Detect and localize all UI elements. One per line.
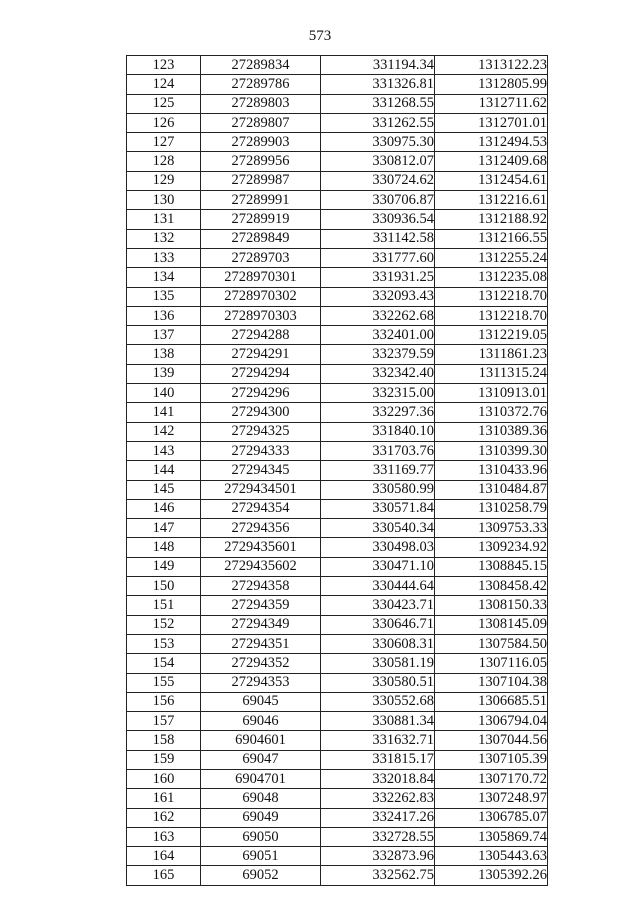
row-number-cell: 155 bbox=[127, 673, 201, 692]
table-row bbox=[127, 519, 548, 538]
x-coordinate-cell: 331326.81 bbox=[321, 75, 435, 94]
point-id-cell: 27289803 bbox=[201, 94, 321, 113]
x-coordinate-cell: 331777.60 bbox=[321, 248, 435, 267]
y-coordinate-cell: 1312494.53 bbox=[435, 133, 548, 152]
point-id-cell: 27289807 bbox=[201, 113, 321, 132]
page-number: 573 bbox=[308, 28, 332, 44]
row-number-cell: 154 bbox=[127, 654, 201, 673]
table-row bbox=[127, 769, 548, 788]
y-coordinate-cell: 1310484.87 bbox=[435, 480, 548, 499]
x-coordinate-cell: 332342.40 bbox=[321, 364, 435, 383]
y-coordinate-cell: 1307044.56 bbox=[435, 731, 548, 750]
row-number-cell: 143 bbox=[127, 441, 201, 460]
x-coordinate-cell: 330571.84 bbox=[321, 499, 435, 518]
table-row bbox=[127, 171, 548, 190]
coordinates-table-body bbox=[127, 56, 548, 886]
x-coordinate-cell: 330498.03 bbox=[321, 538, 435, 557]
point-id-cell: 69052 bbox=[201, 866, 321, 885]
point-id-cell: 6904601 bbox=[201, 731, 321, 750]
point-id-cell: 27289919 bbox=[201, 210, 321, 229]
y-coordinate-cell: 1310389.36 bbox=[435, 422, 548, 441]
y-coordinate-cell: 1312188.92 bbox=[435, 210, 548, 229]
row-number-cell: 164 bbox=[127, 847, 201, 866]
table-row bbox=[127, 384, 548, 403]
row-number-cell: 149 bbox=[127, 557, 201, 576]
y-coordinate-cell: 1310913.01 bbox=[435, 384, 548, 403]
x-coordinate-cell: 332018.84 bbox=[321, 769, 435, 788]
y-coordinate-cell: 1307248.97 bbox=[435, 789, 548, 808]
x-coordinate-cell: 330580.51 bbox=[321, 673, 435, 692]
y-coordinate-cell: 1309753.33 bbox=[435, 519, 548, 538]
x-coordinate-cell: 332401.00 bbox=[321, 326, 435, 345]
row-number-cell: 153 bbox=[127, 634, 201, 653]
x-coordinate-cell: 332562.75 bbox=[321, 866, 435, 885]
row-number-cell: 125 bbox=[127, 94, 201, 113]
row-number-cell: 159 bbox=[127, 750, 201, 769]
point-id-cell: 27294359 bbox=[201, 596, 321, 615]
y-coordinate-cell: 1305392.26 bbox=[435, 866, 548, 885]
y-coordinate-cell: 1312235.08 bbox=[435, 268, 548, 287]
x-coordinate-cell: 331169.77 bbox=[321, 461, 435, 480]
row-number-cell: 163 bbox=[127, 827, 201, 846]
table-row bbox=[127, 152, 548, 171]
table-row bbox=[127, 673, 548, 692]
y-coordinate-cell: 1306685.51 bbox=[435, 692, 548, 711]
x-coordinate-cell: 332728.55 bbox=[321, 827, 435, 846]
row-number-cell: 126 bbox=[127, 113, 201, 132]
y-coordinate-cell: 1312805.99 bbox=[435, 75, 548, 94]
y-coordinate-cell: 1308458.42 bbox=[435, 577, 548, 596]
x-coordinate-cell: 330724.62 bbox=[321, 171, 435, 190]
row-number-cell: 139 bbox=[127, 364, 201, 383]
row-number-cell: 129 bbox=[127, 171, 201, 190]
table-row bbox=[127, 210, 548, 229]
row-number-cell: 132 bbox=[127, 229, 201, 248]
y-coordinate-cell: 1309234.92 bbox=[435, 538, 548, 557]
point-id-cell: 27294300 bbox=[201, 403, 321, 422]
x-coordinate-cell: 332297.36 bbox=[321, 403, 435, 422]
y-coordinate-cell: 1307170.72 bbox=[435, 769, 548, 788]
row-number-cell: 135 bbox=[127, 287, 201, 306]
x-coordinate-cell: 330881.34 bbox=[321, 712, 435, 731]
row-number-cell: 145 bbox=[127, 480, 201, 499]
point-id-cell: 69047 bbox=[201, 750, 321, 769]
y-coordinate-cell: 1310399.30 bbox=[435, 441, 548, 460]
table-row bbox=[127, 557, 548, 576]
x-coordinate-cell: 331703.76 bbox=[321, 441, 435, 460]
point-id-cell: 27294354 bbox=[201, 499, 321, 518]
table-row bbox=[127, 480, 548, 499]
x-coordinate-cell: 331268.55 bbox=[321, 94, 435, 113]
table-row bbox=[127, 229, 548, 248]
table-row bbox=[127, 866, 548, 885]
point-id-cell: 27294288 bbox=[201, 326, 321, 345]
row-number-cell: 138 bbox=[127, 345, 201, 364]
y-coordinate-cell: 1312166.55 bbox=[435, 229, 548, 248]
point-id-cell: 2728970303 bbox=[201, 306, 321, 325]
point-id-cell: 27294358 bbox=[201, 577, 321, 596]
point-id-cell: 27289903 bbox=[201, 133, 321, 152]
y-coordinate-cell: 1312216.61 bbox=[435, 191, 548, 210]
row-number-cell: 162 bbox=[127, 808, 201, 827]
point-id-cell: 69050 bbox=[201, 827, 321, 846]
table-row bbox=[127, 422, 548, 441]
x-coordinate-cell: 332093.43 bbox=[321, 287, 435, 306]
point-id-cell: 27289834 bbox=[201, 56, 321, 75]
x-coordinate-cell: 331815.17 bbox=[321, 750, 435, 769]
row-number-cell: 157 bbox=[127, 712, 201, 731]
point-id-cell: 2729435601 bbox=[201, 538, 321, 557]
point-id-cell: 27294351 bbox=[201, 634, 321, 653]
y-coordinate-cell: 1313122.23 bbox=[435, 56, 548, 75]
y-coordinate-cell: 1312218.70 bbox=[435, 306, 548, 325]
x-coordinate-cell: 331262.55 bbox=[321, 113, 435, 132]
y-coordinate-cell: 1310433.96 bbox=[435, 461, 548, 480]
x-coordinate-cell: 330581.19 bbox=[321, 654, 435, 673]
table-row bbox=[127, 461, 548, 480]
row-number-cell: 124 bbox=[127, 75, 201, 94]
x-coordinate-cell: 332262.68 bbox=[321, 306, 435, 325]
table-row bbox=[127, 133, 548, 152]
y-coordinate-cell: 1312711.62 bbox=[435, 94, 548, 113]
point-id-cell: 27294349 bbox=[201, 615, 321, 634]
y-coordinate-cell: 1310258.79 bbox=[435, 499, 548, 518]
x-coordinate-cell: 331840.10 bbox=[321, 422, 435, 441]
row-number-cell: 123 bbox=[127, 56, 201, 75]
point-id-cell: 69051 bbox=[201, 847, 321, 866]
point-id-cell: 27294325 bbox=[201, 422, 321, 441]
row-number-cell: 161 bbox=[127, 789, 201, 808]
row-number-cell: 146 bbox=[127, 499, 201, 518]
x-coordinate-cell: 330580.99 bbox=[321, 480, 435, 499]
y-coordinate-cell: 1305869.74 bbox=[435, 827, 548, 846]
table-row bbox=[127, 808, 548, 827]
y-coordinate-cell: 1311315.24 bbox=[435, 364, 548, 383]
row-number-cell: 128 bbox=[127, 152, 201, 171]
y-coordinate-cell: 1308845.15 bbox=[435, 557, 548, 576]
row-number-cell: 158 bbox=[127, 731, 201, 750]
table-row bbox=[127, 654, 548, 673]
x-coordinate-cell: 330552.68 bbox=[321, 692, 435, 711]
x-coordinate-cell: 331632.71 bbox=[321, 731, 435, 750]
row-number-cell: 144 bbox=[127, 461, 201, 480]
x-coordinate-cell: 330423.71 bbox=[321, 596, 435, 615]
point-id-cell: 27289703 bbox=[201, 248, 321, 267]
row-number-cell: 148 bbox=[127, 538, 201, 557]
x-coordinate-cell: 332873.96 bbox=[321, 847, 435, 866]
point-id-cell: 27294352 bbox=[201, 654, 321, 673]
table-row bbox=[127, 499, 548, 518]
point-id-cell: 2729434501 bbox=[201, 480, 321, 499]
point-id-cell: 27294291 bbox=[201, 345, 321, 364]
table-row bbox=[127, 287, 548, 306]
point-id-cell: 69046 bbox=[201, 712, 321, 731]
table-row bbox=[127, 441, 548, 460]
x-coordinate-cell: 330646.71 bbox=[321, 615, 435, 634]
point-id-cell: 27294356 bbox=[201, 519, 321, 538]
row-number-cell: 136 bbox=[127, 306, 201, 325]
y-coordinate-cell: 1306785.07 bbox=[435, 808, 548, 827]
table-row bbox=[127, 345, 548, 364]
table-row bbox=[127, 847, 548, 866]
x-coordinate-cell: 332262.83 bbox=[321, 789, 435, 808]
y-coordinate-cell: 1312409.68 bbox=[435, 152, 548, 171]
row-number-cell: 127 bbox=[127, 133, 201, 152]
row-number-cell: 156 bbox=[127, 692, 201, 711]
x-coordinate-cell: 330608.31 bbox=[321, 634, 435, 653]
y-coordinate-cell: 1310372.76 bbox=[435, 403, 548, 422]
row-number-cell: 152 bbox=[127, 615, 201, 634]
x-coordinate-cell: 331142.58 bbox=[321, 229, 435, 248]
row-number-cell: 165 bbox=[127, 866, 201, 885]
x-coordinate-cell: 331931.25 bbox=[321, 268, 435, 287]
row-number-cell: 131 bbox=[127, 210, 201, 229]
y-coordinate-cell: 1308145.09 bbox=[435, 615, 548, 634]
table-row bbox=[127, 75, 548, 94]
table-row bbox=[127, 634, 548, 653]
table-row bbox=[127, 789, 548, 808]
y-coordinate-cell: 1312255.24 bbox=[435, 248, 548, 267]
row-number-cell: 137 bbox=[127, 326, 201, 345]
row-number-cell: 130 bbox=[127, 191, 201, 210]
table-row bbox=[127, 94, 548, 113]
point-id-cell: 69049 bbox=[201, 808, 321, 827]
y-coordinate-cell: 1312218.70 bbox=[435, 287, 548, 306]
table-row bbox=[127, 403, 548, 422]
x-coordinate-cell: 332315.00 bbox=[321, 384, 435, 403]
y-coordinate-cell: 1311861.23 bbox=[435, 345, 548, 364]
point-id-cell: 27294353 bbox=[201, 673, 321, 692]
y-coordinate-cell: 1308150.33 bbox=[435, 596, 548, 615]
x-coordinate-cell: 330812.07 bbox=[321, 152, 435, 171]
point-id-cell: 27289786 bbox=[201, 75, 321, 94]
y-coordinate-cell: 1307105.39 bbox=[435, 750, 548, 769]
y-coordinate-cell: 1312454.61 bbox=[435, 171, 548, 190]
table-row bbox=[127, 577, 548, 596]
y-coordinate-cell: 1312219.05 bbox=[435, 326, 548, 345]
point-id-cell: 2729435602 bbox=[201, 557, 321, 576]
table-row bbox=[127, 248, 548, 267]
row-number-cell: 141 bbox=[127, 403, 201, 422]
row-number-cell: 151 bbox=[127, 596, 201, 615]
x-coordinate-cell: 330975.30 bbox=[321, 133, 435, 152]
x-coordinate-cell: 330936.54 bbox=[321, 210, 435, 229]
point-id-cell: 27289987 bbox=[201, 171, 321, 190]
x-coordinate-cell: 332379.59 bbox=[321, 345, 435, 364]
x-coordinate-cell: 332417.26 bbox=[321, 808, 435, 827]
table-row bbox=[127, 268, 548, 287]
row-number-cell: 140 bbox=[127, 384, 201, 403]
point-id-cell: 27294345 bbox=[201, 461, 321, 480]
table-row bbox=[127, 731, 548, 750]
y-coordinate-cell: 1306794.04 bbox=[435, 712, 548, 731]
point-id-cell: 69048 bbox=[201, 789, 321, 808]
point-id-cell: 27294333 bbox=[201, 441, 321, 460]
row-number-cell: 134 bbox=[127, 268, 201, 287]
row-number-cell: 133 bbox=[127, 248, 201, 267]
point-id-cell: 27289849 bbox=[201, 229, 321, 248]
x-coordinate-cell: 330706.87 bbox=[321, 191, 435, 210]
x-coordinate-cell: 330471.10 bbox=[321, 557, 435, 576]
coordinates-table bbox=[126, 55, 548, 886]
table-row bbox=[127, 750, 548, 769]
x-coordinate-cell: 331194.34 bbox=[321, 56, 435, 75]
point-id-cell: 27289991 bbox=[201, 191, 321, 210]
table-row bbox=[127, 191, 548, 210]
table-row bbox=[127, 306, 548, 325]
y-coordinate-cell: 1307584.50 bbox=[435, 634, 548, 653]
point-id-cell: 6904701 bbox=[201, 769, 321, 788]
table-row bbox=[127, 712, 548, 731]
point-id-cell: 69045 bbox=[201, 692, 321, 711]
table-row bbox=[127, 364, 548, 383]
row-number-cell: 147 bbox=[127, 519, 201, 538]
table-row bbox=[127, 326, 548, 345]
y-coordinate-cell: 1307116.05 bbox=[435, 654, 548, 673]
y-coordinate-cell: 1312701.01 bbox=[435, 113, 548, 132]
point-id-cell: 2728970302 bbox=[201, 287, 321, 306]
table-row bbox=[127, 596, 548, 615]
point-id-cell: 2728970301 bbox=[201, 268, 321, 287]
table-row bbox=[127, 692, 548, 711]
point-id-cell: 27289956 bbox=[201, 152, 321, 171]
y-coordinate-cell: 1307104.38 bbox=[435, 673, 548, 692]
point-id-cell: 27294294 bbox=[201, 364, 321, 383]
table-row bbox=[127, 56, 548, 75]
row-number-cell: 150 bbox=[127, 577, 201, 596]
row-number-cell: 160 bbox=[127, 769, 201, 788]
table-row bbox=[127, 538, 548, 557]
x-coordinate-cell: 330540.34 bbox=[321, 519, 435, 538]
table-row bbox=[127, 615, 548, 634]
table-row bbox=[127, 827, 548, 846]
x-coordinate-cell: 330444.64 bbox=[321, 577, 435, 596]
point-id-cell: 27294296 bbox=[201, 384, 321, 403]
row-number-cell: 142 bbox=[127, 422, 201, 441]
table-row bbox=[127, 113, 548, 132]
y-coordinate-cell: 1305443.63 bbox=[435, 847, 548, 866]
